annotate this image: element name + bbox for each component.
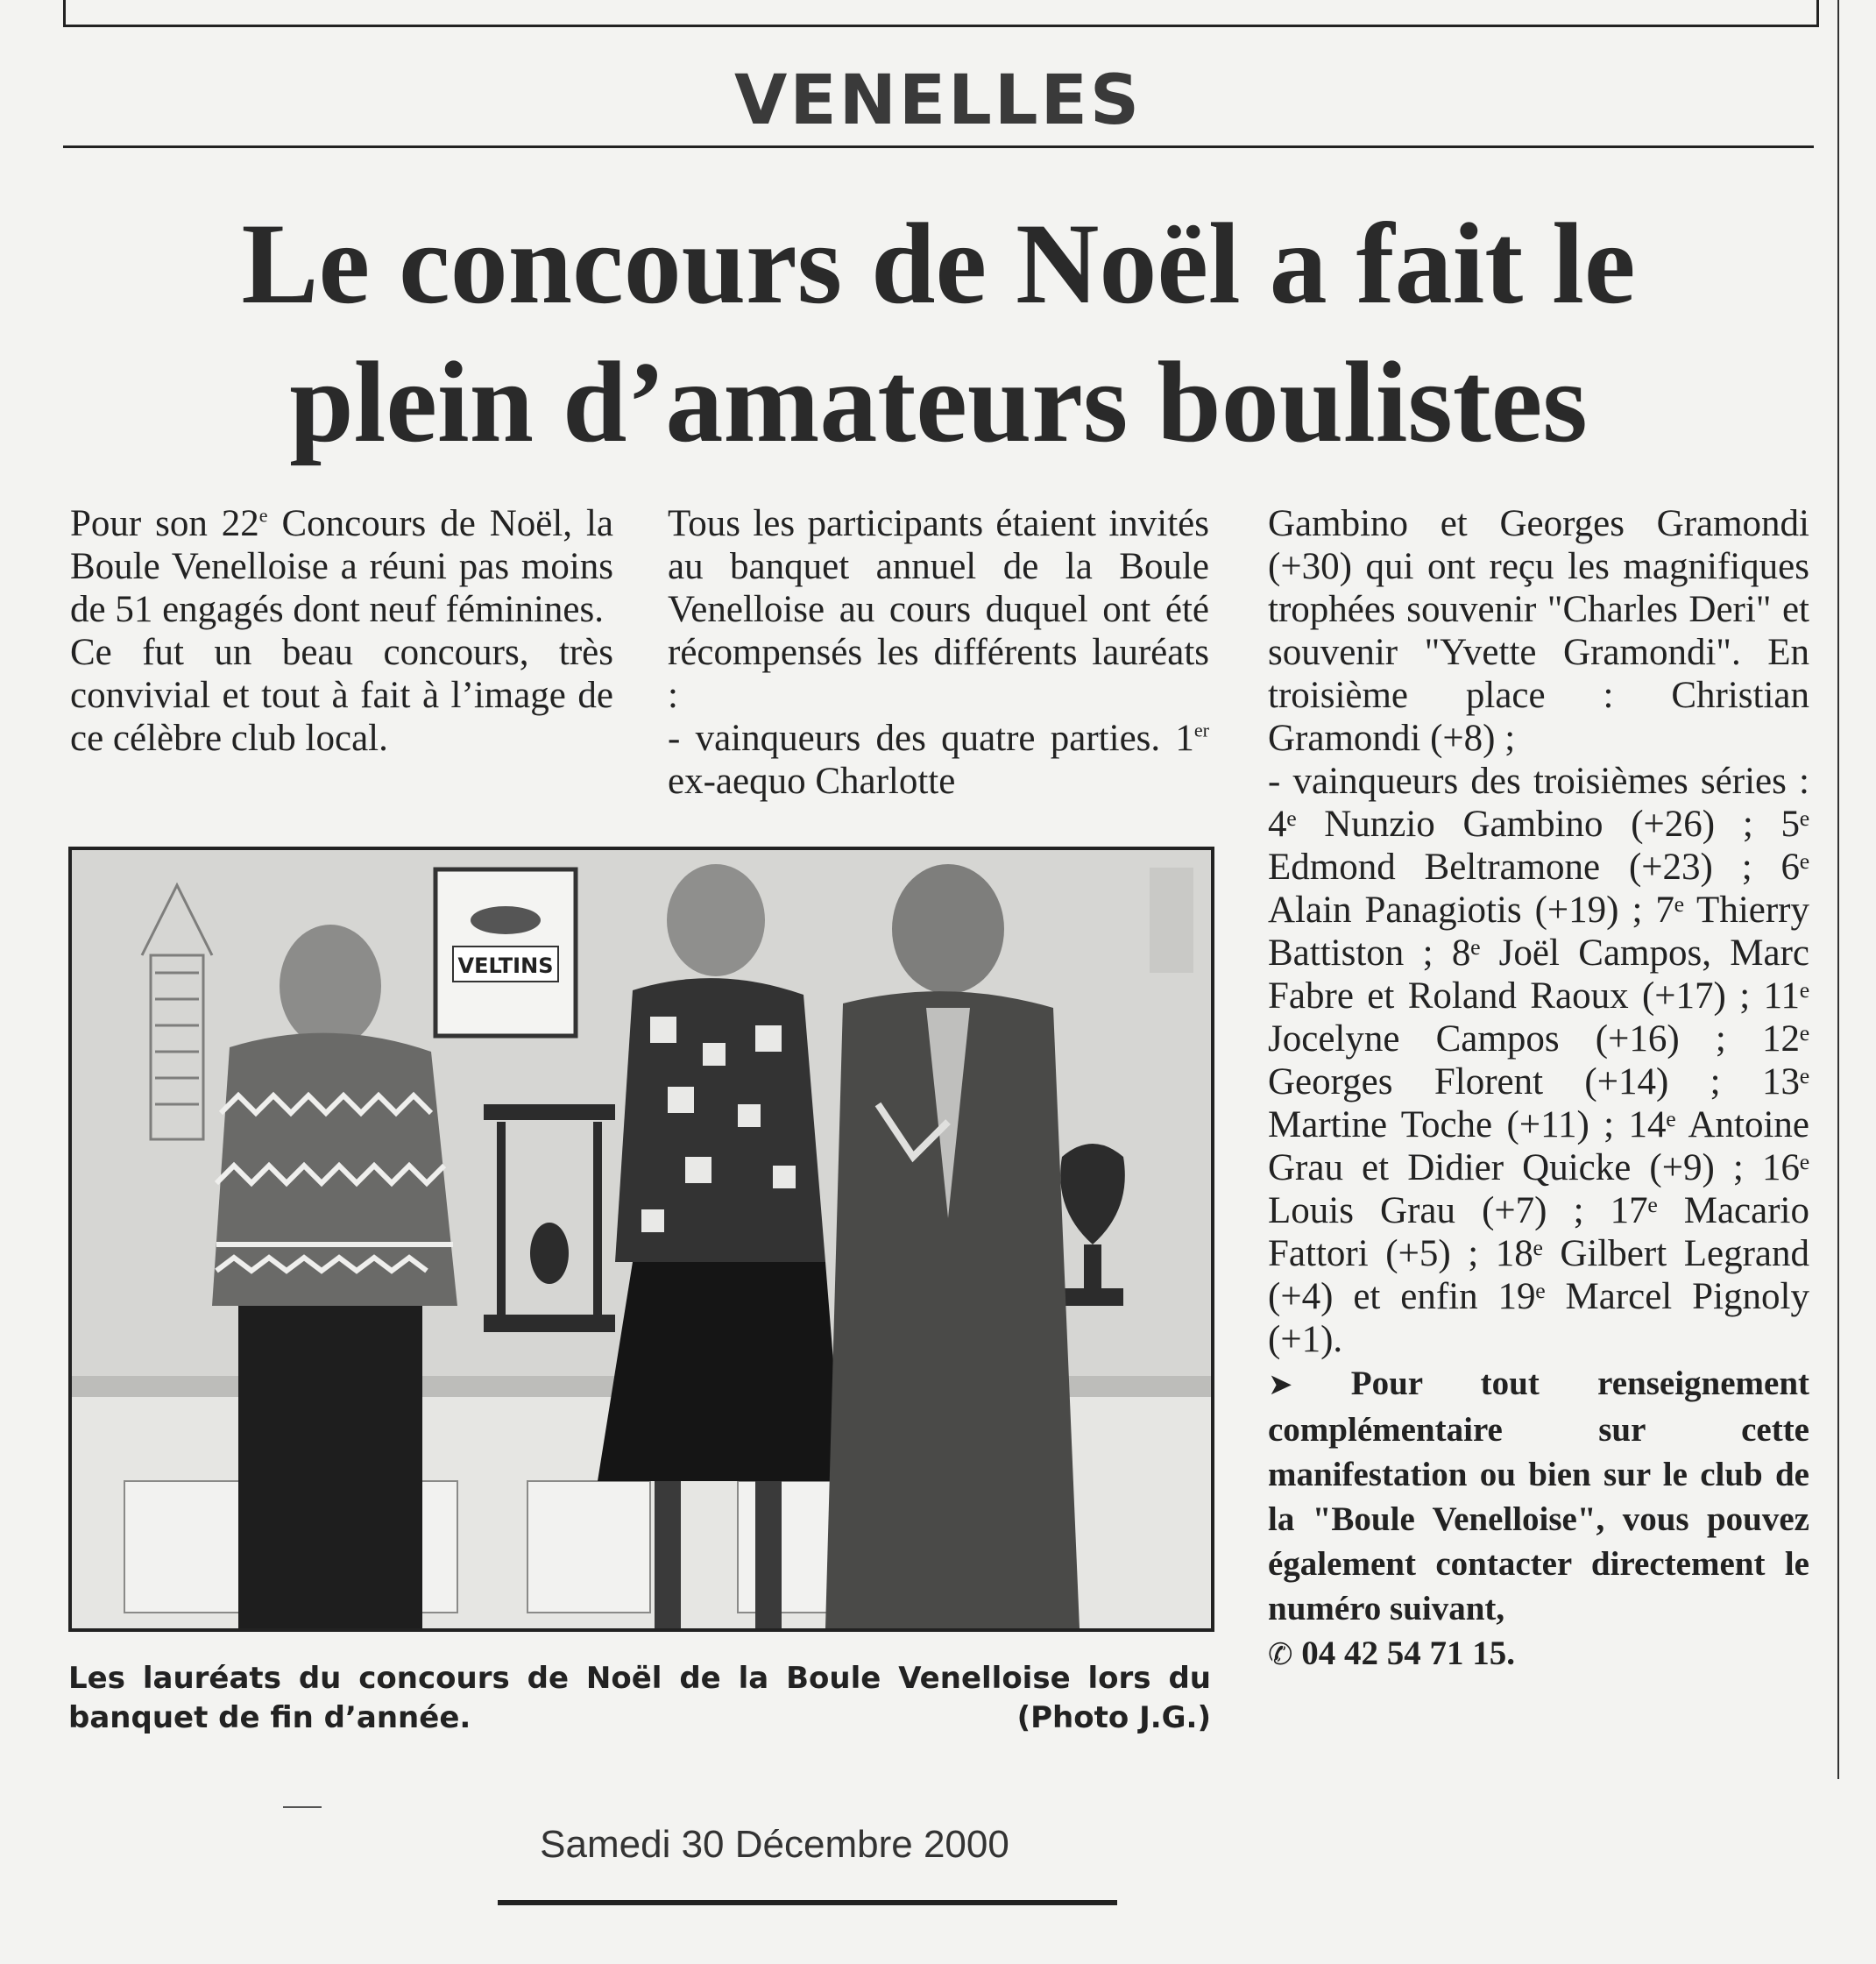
date-rule [498, 1900, 1117, 1905]
arrow-icon: ➤ [1268, 1367, 1293, 1402]
paragraph [70, 502, 613, 631]
paragraph: Tous les participants étaient invités au banquet annuel de la Boule Venelloise au cours duquel ont été récompensés les différents lauréats : [668, 503, 1209, 716]
paragraph [668, 717, 1209, 803]
caption-text: Les lauréats du concours de Noël de la Boule Venelloise lors du banquet de fin d’année. [68, 1661, 1211, 1735]
text-run: - vainqueurs des quatre parties. 1 [668, 718, 1194, 759]
headline [63, 195, 1814, 472]
paragraph: Gambino et Georges Gramondi (+30) qui ont reçu les magnifiques trophées souvenir "Charles Deri" et souvenir "Yvette Gramondi". En troisième place : Christian Gramondi (+8) ; [1268, 503, 1809, 759]
column-rule [1837, 0, 1839, 1779]
photo-caption [68, 1659, 1211, 1738]
phone-number: 04 42 54 71 15. [1301, 1634, 1515, 1672]
sign-text: VELTINS [457, 954, 554, 978]
results-paragraph: - vainqueurs des troisièmes séries : 4ᵉ Nunzio Gambino (+26) ; 5ᵉ Edmond Beltramone (+23) ; 6ᵉ Alain Panagiotis (+19) ; 7ᵉ Thierry Battiston ; 8ᵉ Joël Campos, Marc Fabre et Roland Raoux (+17) ; 11ᵉ Jocelyne Campos (+16) ; 12ᵉ Georges Florent (+14) ; 13ᵉ Martine Toche (+11) ; 14ᵉ Antoine Grau et Didier Quicke (+9) ; 16ᵉ Louis Grau (+7) ; 17ᵉ Macario Fattori (+5) ; 18ᵉ Gilbert Legrand (+4) et enfin 19ᵉ Marcel Pignoly (+1). [1268, 761, 1809, 1360]
text-run: Pour son 22 [70, 503, 259, 544]
divider [283, 1806, 322, 1808]
publication-date: Samedi 30 Décembre 2000 [540, 1823, 1009, 1866]
article-column-2 [668, 502, 1209, 803]
article-column-3 [1268, 502, 1809, 1677]
phone-icon: ✆ [1268, 1637, 1293, 1672]
article-column-1 [70, 502, 613, 760]
headline-line-1: Le concours de Noël a fait le [241, 199, 1636, 328]
photo-credit: (Photo J.G.) [1016, 1700, 1211, 1735]
top-frame [63, 0, 1819, 27]
superscript: e [258, 504, 268, 527]
info-text: Pour tout renseignement complémentaire sur cette manifestation ou bien sur le club de la "Boule Venelloise", vous pouvez également contacter directement le numéro suivant, [1268, 1365, 1810, 1627]
photo [68, 847, 1214, 1632]
photo-illustration [72, 850, 1211, 1628]
info-paragraph [1268, 1361, 1809, 1677]
section-title: VENELLES [733, 61, 1143, 140]
text-run: ex-aequo Charlotte [668, 761, 956, 802]
headline-line-2: plein d’amateurs boulistes [289, 337, 1588, 466]
paragraph: Ce fut un beau concours, très convivial et tout à fait à l’image de ce célèbre club local. [70, 632, 613, 759]
superscript: er [1193, 719, 1209, 741]
section-rule [63, 145, 1814, 148]
text-run: Concours de Noël, la Boule Venelloise a réuni pas moins de 51 engagés dont neuf féminines. [70, 503, 613, 630]
